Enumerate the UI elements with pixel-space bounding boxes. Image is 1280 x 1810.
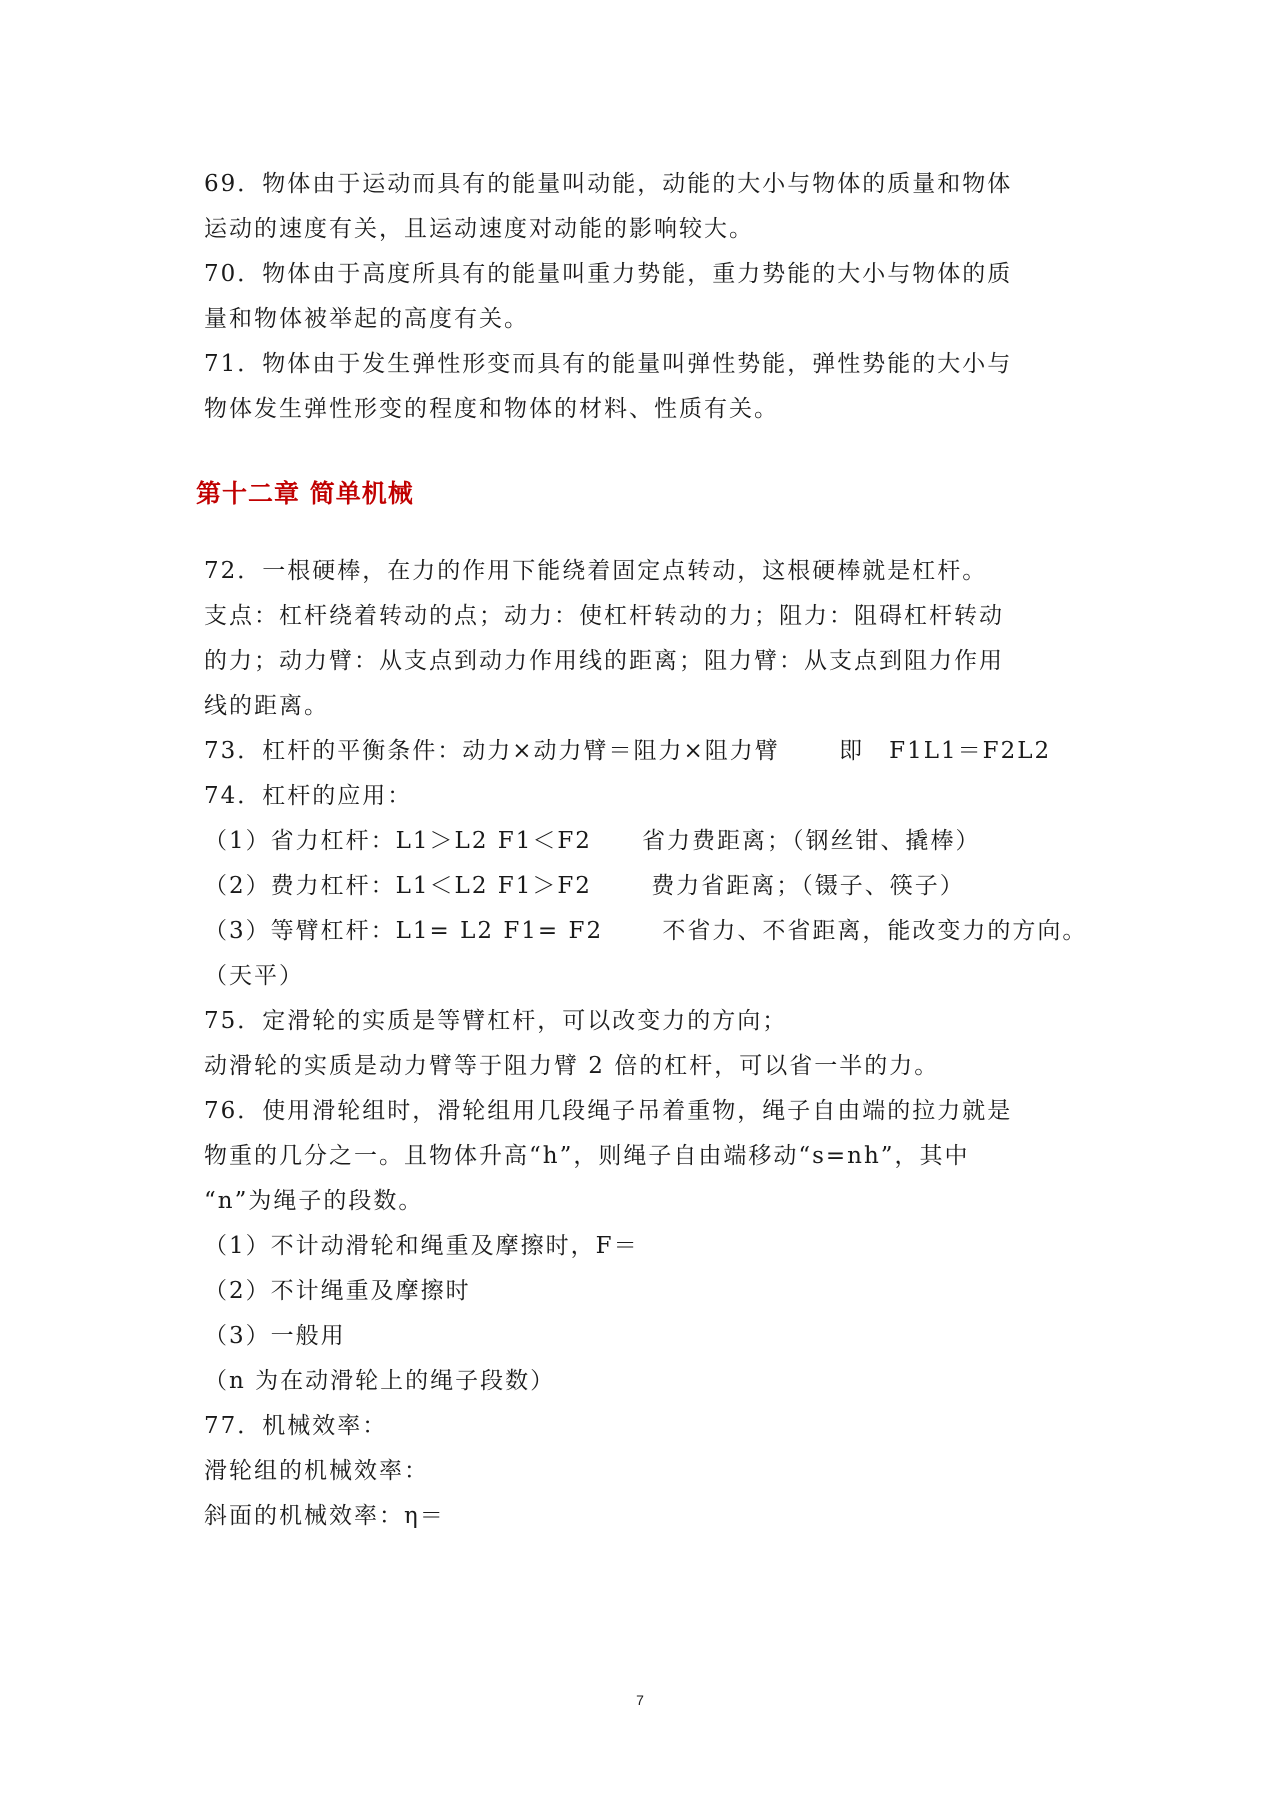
text-line: 72．一根硬棒，在力的作用下能绕着固定点转动，这根硬棒就是杠杆。 [204,558,988,584]
text-line: 77．机械效率： [204,1413,388,1439]
energy-section [204,162,1104,432]
text-line: 的力；动力臂：从支点到动力作用线的距离；阻力臂：从支点到阻力作用 [204,648,1004,674]
text-line: （n 为在动滑轮上的绳子段数） [204,1368,556,1394]
text-line: （3）等臂杠杆：L1= L2 F1= F2 不省力、不省距离，能改变力的方向。 [204,918,1088,944]
text-line: （1）省力杠杆：L1＞L2 F1＜F2 省力费距离；（钢丝钳、撬棒） [204,828,981,854]
machines-section [204,549,1104,1539]
text-line: 斜面的机械效率：η＝ [204,1503,445,1529]
text-line: （天平） [204,963,304,989]
text-line: 物体发生弹性形变的程度和物体的材料、性质有关。 [204,396,779,422]
text-line: （3）一般用 [204,1323,346,1349]
text-line: （1）不计动滑轮和绳重及摩擦时，F＝ [204,1233,639,1259]
page-number: 7 [636,1692,644,1708]
chapter-heading: 第十二章 简单机械 [196,479,414,508]
text-line: 线的距离。 [204,693,329,719]
text-line: 76．使用滑轮组时，滑轮组用几段绳子吊着重物，绳子自由端的拉力就是 [204,1098,1013,1124]
text-line: 73．杠杆的平衡条件：动力×动力臂＝阻力×阻力臂 即 F1L1＝F2L2 [204,738,1052,764]
text-line: （2）不计绳重及摩擦时 [204,1278,471,1304]
text-line: （2）费力杠杆：L1＜L2 F1＞F2 费力省距离；（镊子、筷子） [204,873,965,899]
text-line: 74．杠杆的应用： [204,783,413,809]
text-line: 物重的几分之一。且物体升高“h”，则绳子自由端移动“s=nh”，其中 [204,1143,970,1169]
text-line: “n”为绳子的段数。 [204,1188,424,1214]
text-line: 75．定滑轮的实质是等臂杠杆，可以改变力的方向； [204,1008,788,1034]
text-line: 70．物体由于高度所具有的能量叫重力势能，重力势能的大小与物体的质 [204,261,1013,287]
text-line: 71．物体由于发生弹性形变而具有的能量叫弹性势能，弹性势能的大小与 [204,351,1013,377]
text-line: 滑轮组的机械效率： [204,1458,429,1484]
text-line: 69．物体由于运动而具有的能量叫动能，动能的大小与物体的质量和物体 [204,171,1013,197]
text-line: 量和物体被举起的高度有关。 [204,306,529,332]
text-line: 支点：杠杆绕着转动的点；动力：使杠杆转动的力；阻力：阻碍杠杆转动 [204,603,1004,629]
text-line: 运动的速度有关，且运动速度对动能的影响较大。 [204,216,754,242]
text-line: 动滑轮的实质是动力臂等于阻力臂 2 倍的杠杆，可以省一半的力。 [204,1053,940,1079]
